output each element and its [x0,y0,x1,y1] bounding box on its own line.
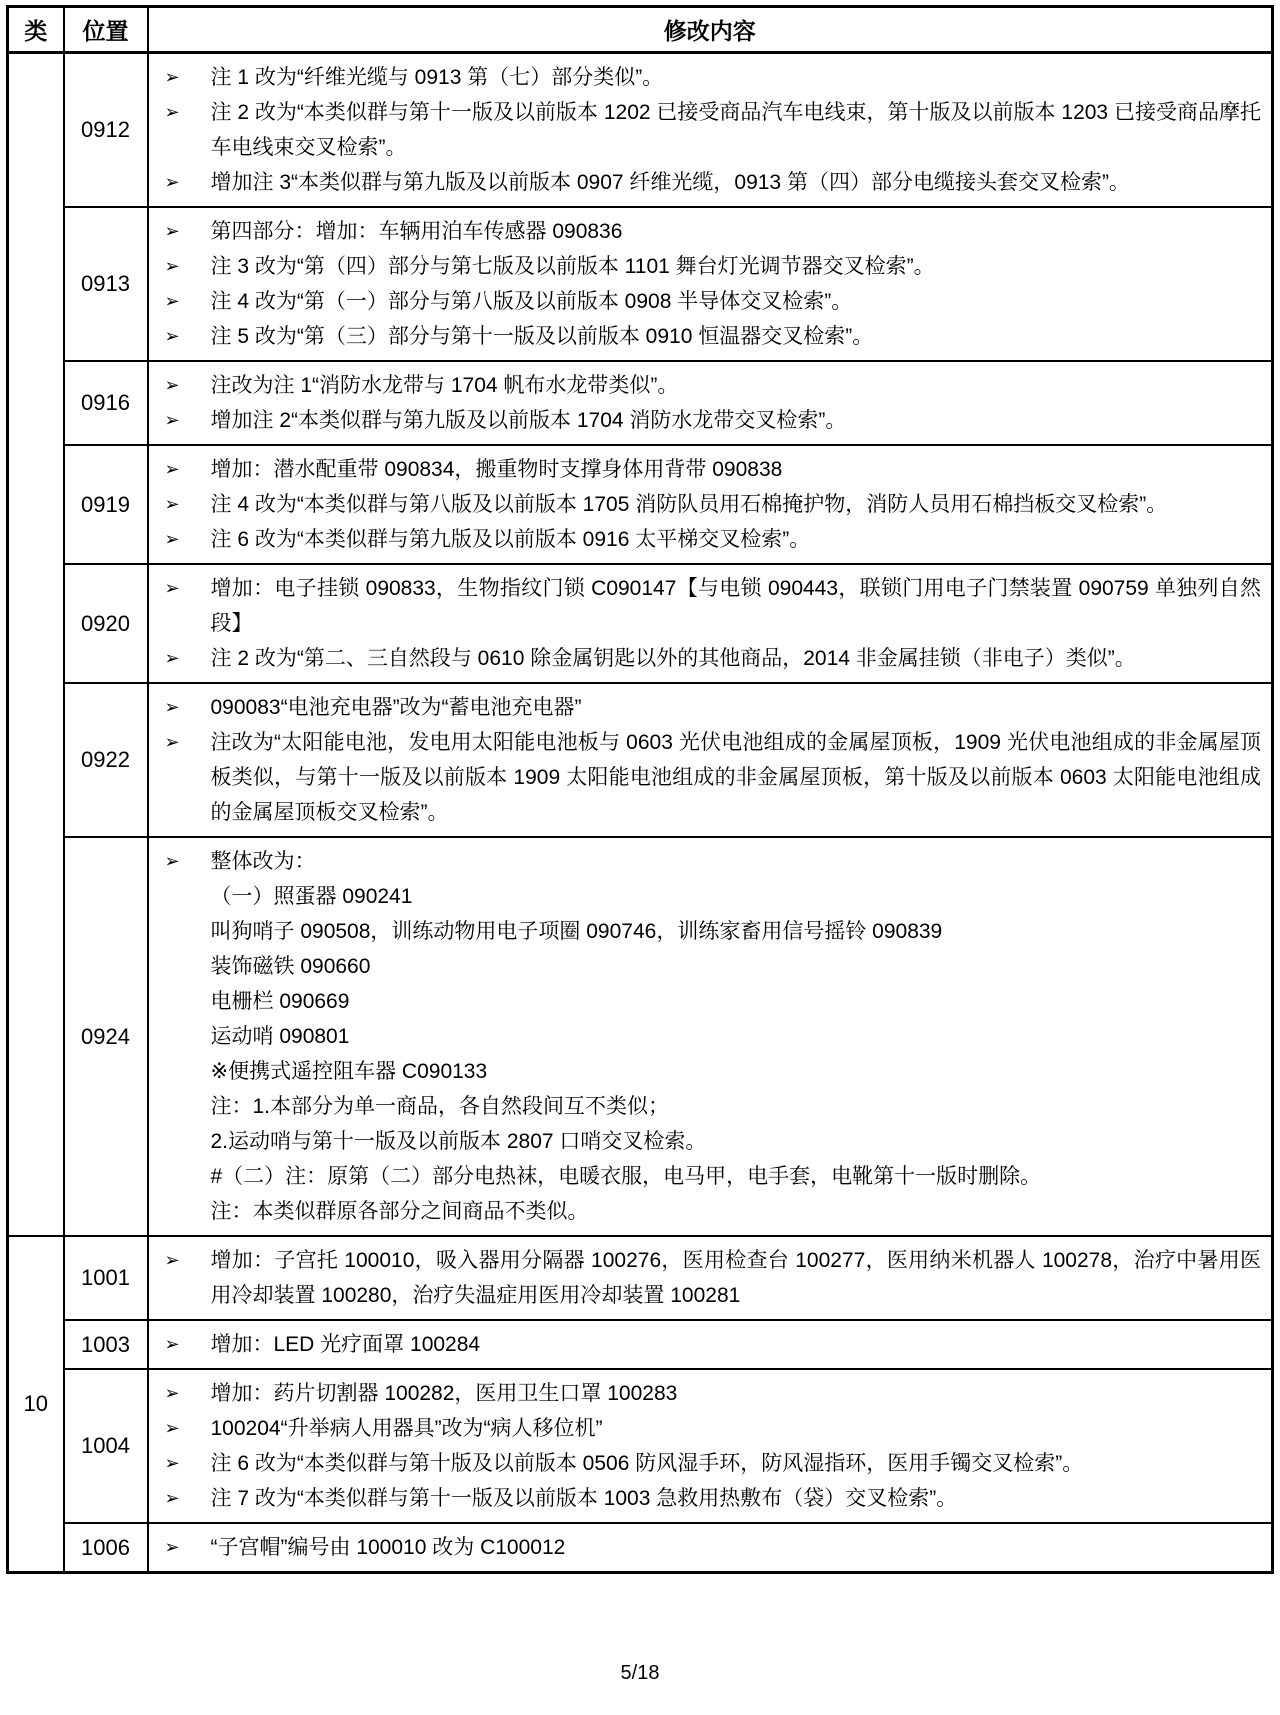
content-cell [148,1369,1273,1523]
arrow-bullet-icon: ➢ [164,67,180,87]
item-text: 增加：子宫托 100010，吸入器用分隔器 100276，医用检查台 100277，医用纳米机器人 100278，治疗中暑用医用冷却装置 100280，治疗失温症用医用冷却装置 100281 [210,1249,1261,1307]
content-item [161,214,1262,249]
content-item [161,1019,1262,1054]
item-text: 增加注 2“本类似群与第九版及以前版本 1704 消防水龙带交叉检索”。 [210,409,847,432]
item-text: 运动哨 090801 [210,1025,350,1048]
content-item [161,914,1262,949]
item-text: 叫狗哨子 090508，训练动物用电子项圈 090746，训练家畜用信号摇铃 090839 [210,920,943,943]
item-text: 注 6 改为“本类似群与第九版及以前版本 0916 太平梯交叉检索”。 [210,528,811,551]
table-row [8,683,1273,837]
content-cell [148,564,1273,683]
arrow-bullet-icon: ➢ [164,529,180,549]
position-cell: 1004 [64,1369,148,1523]
item-text: 注 3 改为“第（四）部分与第七版及以前版本 1101 舞台灯光调节器交叉检索”。 [210,255,935,278]
content-item [161,249,1262,284]
item-text: 整体改为： [210,850,316,873]
table-row [8,837,1273,1236]
content-item [161,1376,1262,1411]
item-text: 电栅栏 090669 [210,990,350,1013]
table-row [8,1369,1273,1523]
item-text: “子宫帽”编号由 100010 改为 C100012 [210,1536,566,1559]
class-cell: 10 [8,1236,64,1573]
item-text: 注改为注 1“消防水龙带与 1704 帆布水龙带类似”。 [210,374,679,397]
item-text: 增加：潜水配重带 090834，搬重物时支撑身体用背带 090838 [210,458,783,481]
arrow-bullet-icon: ➢ [164,1418,180,1438]
item-text: 090083“电池充电器”改为“蓄电池充电器” [210,696,582,719]
arrow-bullet-icon: ➢ [164,1334,180,1354]
position-cell: 0913 [64,207,148,361]
position-cell: 0919 [64,445,148,564]
position-cell: 0920 [64,564,148,683]
position-cell: 0912 [64,53,148,208]
content-item [161,1446,1262,1481]
table-row [8,207,1273,361]
content-cell [148,445,1273,564]
item-text: 100204“升举病人用器具”改为“病人移位机” [210,1417,603,1440]
arrow-bullet-icon: ➢ [164,1383,180,1403]
table-header [8,7,1273,53]
item-text: 装饰磁铁 090660 [210,955,371,978]
content-item [161,1054,1262,1089]
arrow-bullet-icon: ➢ [164,256,180,276]
arrow-bullet-icon: ➢ [164,697,180,717]
content-item [161,571,1262,641]
item-text: 注 7 改为“本类似群与第十一版及以前版本 1003 急救用热敷布（袋）交叉检索”。 [210,1487,958,1510]
table-row [8,445,1273,564]
arrow-bullet-icon: ➢ [164,459,180,479]
item-text: 注 4 改为“第（一）部分与第八版及以前版本 0908 半导体交叉检索”。 [210,290,853,313]
arrow-bullet-icon: ➢ [164,1488,180,1508]
position-cell: 0922 [64,683,148,837]
arrow-bullet-icon: ➢ [164,732,180,752]
col-header-content: 修改内容 [148,7,1273,53]
content-cell [148,53,1273,208]
item-text: 注 4 改为“本类似群与第八版及以前版本 1705 消防队员用石棉掩护物，消防人员用石棉挡板交叉检索”。 [210,493,1168,516]
position-cell: 0924 [64,837,148,1236]
content-item [161,165,1262,200]
table-row [8,361,1273,445]
arrow-bullet-icon: ➢ [164,851,180,871]
position-cell: 1003 [64,1320,148,1369]
item-text: 注 6 改为“本类似群与第十版及以前版本 0506 防风湿手环，防风湿指环，医用手镯交叉检索”。 [210,1452,1084,1475]
content-item [161,690,1262,725]
table-body [8,53,1273,1573]
content-item [161,844,1262,879]
content-item [161,1411,1262,1446]
content-item [161,1194,1262,1229]
content-item [161,949,1262,984]
content-item [161,60,1262,95]
content-item [161,522,1262,557]
item-text: 2.运动哨与第十一版及以前版本 2807 口哨交叉检索。 [210,1130,707,1153]
table-row [8,564,1273,683]
content-item [161,95,1262,165]
content-item [161,725,1262,830]
content-item [161,879,1262,914]
content-item [161,368,1262,403]
content-cell [148,1523,1273,1573]
modification-table [6,5,1274,1574]
content-item [161,452,1262,487]
item-text: 注 2 改为“第二、三自然段与 0610 除金属钥匙以外的其他商品，2014 非金属挂锁（非电子）类似”。 [210,647,1136,670]
item-text: ※便携式遥控阻车器 C090133 [210,1060,488,1083]
arrow-bullet-icon: ➢ [164,578,180,598]
content-cell [148,1320,1273,1369]
arrow-bullet-icon: ➢ [164,1453,180,1473]
item-text: 注改为“太阳能电池，发电用太阳能电池板与 0603 光伏电池组成的金属屋顶板，1909 光伏电池组成的非金属屋顶板类似，与第十一版及以前版本 1909 太阳能电池组成的非金属屋顶板，第十版及以前版本 0603 太阳能电池组成的金属屋顶板交叉检索”。 [210,731,1261,824]
item-text: 增加：电子挂锁 090833，生物指纹门锁 C090147【与电锁 090443，联锁门用电子门禁装置 090759 单独列自然段】 [210,577,1261,635]
arrow-bullet-icon: ➢ [164,102,180,122]
item-text: 第四部分：增加：车辆用泊车传感器 090836 [210,220,623,243]
arrow-bullet-icon: ➢ [164,1250,180,1270]
page-number: 5/18 [620,1662,660,1684]
item-text: 增加：LED 光疗面罩 100284 [210,1333,481,1356]
arrow-bullet-icon: ➢ [164,172,180,192]
arrow-bullet-icon: ➢ [164,291,180,311]
content-item [161,1530,1262,1565]
table-row [8,1523,1273,1573]
content-item [161,984,1262,1019]
arrow-bullet-icon: ➢ [164,1537,180,1557]
arrow-bullet-icon: ➢ [164,221,180,241]
item-text: 注：1.本部分为单一商品，各自然段间互不类似； [210,1095,670,1118]
table-row [8,1320,1273,1369]
content-cell [148,1236,1273,1320]
item-text: 注 5 改为“第（三）部分与第十一版及以前版本 0910 恒温器交叉检索”。 [210,325,874,348]
item-text: #（二）注：原第（二）部分电热袜，电暖衣服，电马甲，电手套，电靴第十一版时删除。 [210,1165,1042,1188]
content-item [161,1481,1262,1516]
item-text: （一）照蛋器 090241 [210,885,413,908]
item-text: 注：本类似群原各部分之间商品不类似。 [210,1200,589,1223]
content-cell [148,207,1273,361]
arrow-bullet-icon: ➢ [164,494,180,514]
col-header-position: 位置 [64,7,148,53]
class-cell [8,53,64,1237]
position-cell: 0916 [64,361,148,445]
content-item [161,487,1262,522]
content-item [161,403,1262,438]
content-item [161,1243,1262,1313]
arrow-bullet-icon: ➢ [164,326,180,346]
arrow-bullet-icon: ➢ [164,375,180,395]
content-item [161,1124,1262,1159]
col-header-class: 类 [8,7,64,53]
item-text: 增加：药片切割器 100282，医用卫生口罩 100283 [210,1382,678,1405]
table-row [8,53,1273,208]
table-row [8,1236,1273,1320]
arrow-bullet-icon: ➢ [164,410,180,430]
content-cell [148,683,1273,837]
content-item [161,1089,1262,1124]
content-cell [148,361,1273,445]
content-cell [148,837,1273,1236]
content-item [161,1327,1262,1362]
position-cell: 1001 [64,1236,148,1320]
content-item [161,284,1262,319]
content-item [161,641,1262,676]
item-text: 注 1 改为“纤维光缆与 0913 第（七）部分类似”。 [210,66,664,89]
position-cell: 1006 [64,1523,148,1573]
arrow-bullet-icon: ➢ [164,648,180,668]
content-item [161,1159,1262,1194]
item-text: 注 2 改为“本类似群与第十一版及以前版本 1202 已接受商品汽车电线束，第十版及以前版本 1203 已接受商品摩托车电线束交叉检索”。 [210,101,1261,159]
item-text: 增加注 3“本类似群与第九版及以前版本 0907 纤维光缆，0913 第（四）部分电缆接头套交叉检索”。 [210,171,1130,194]
content-item [161,319,1262,354]
header-row [8,7,1273,53]
